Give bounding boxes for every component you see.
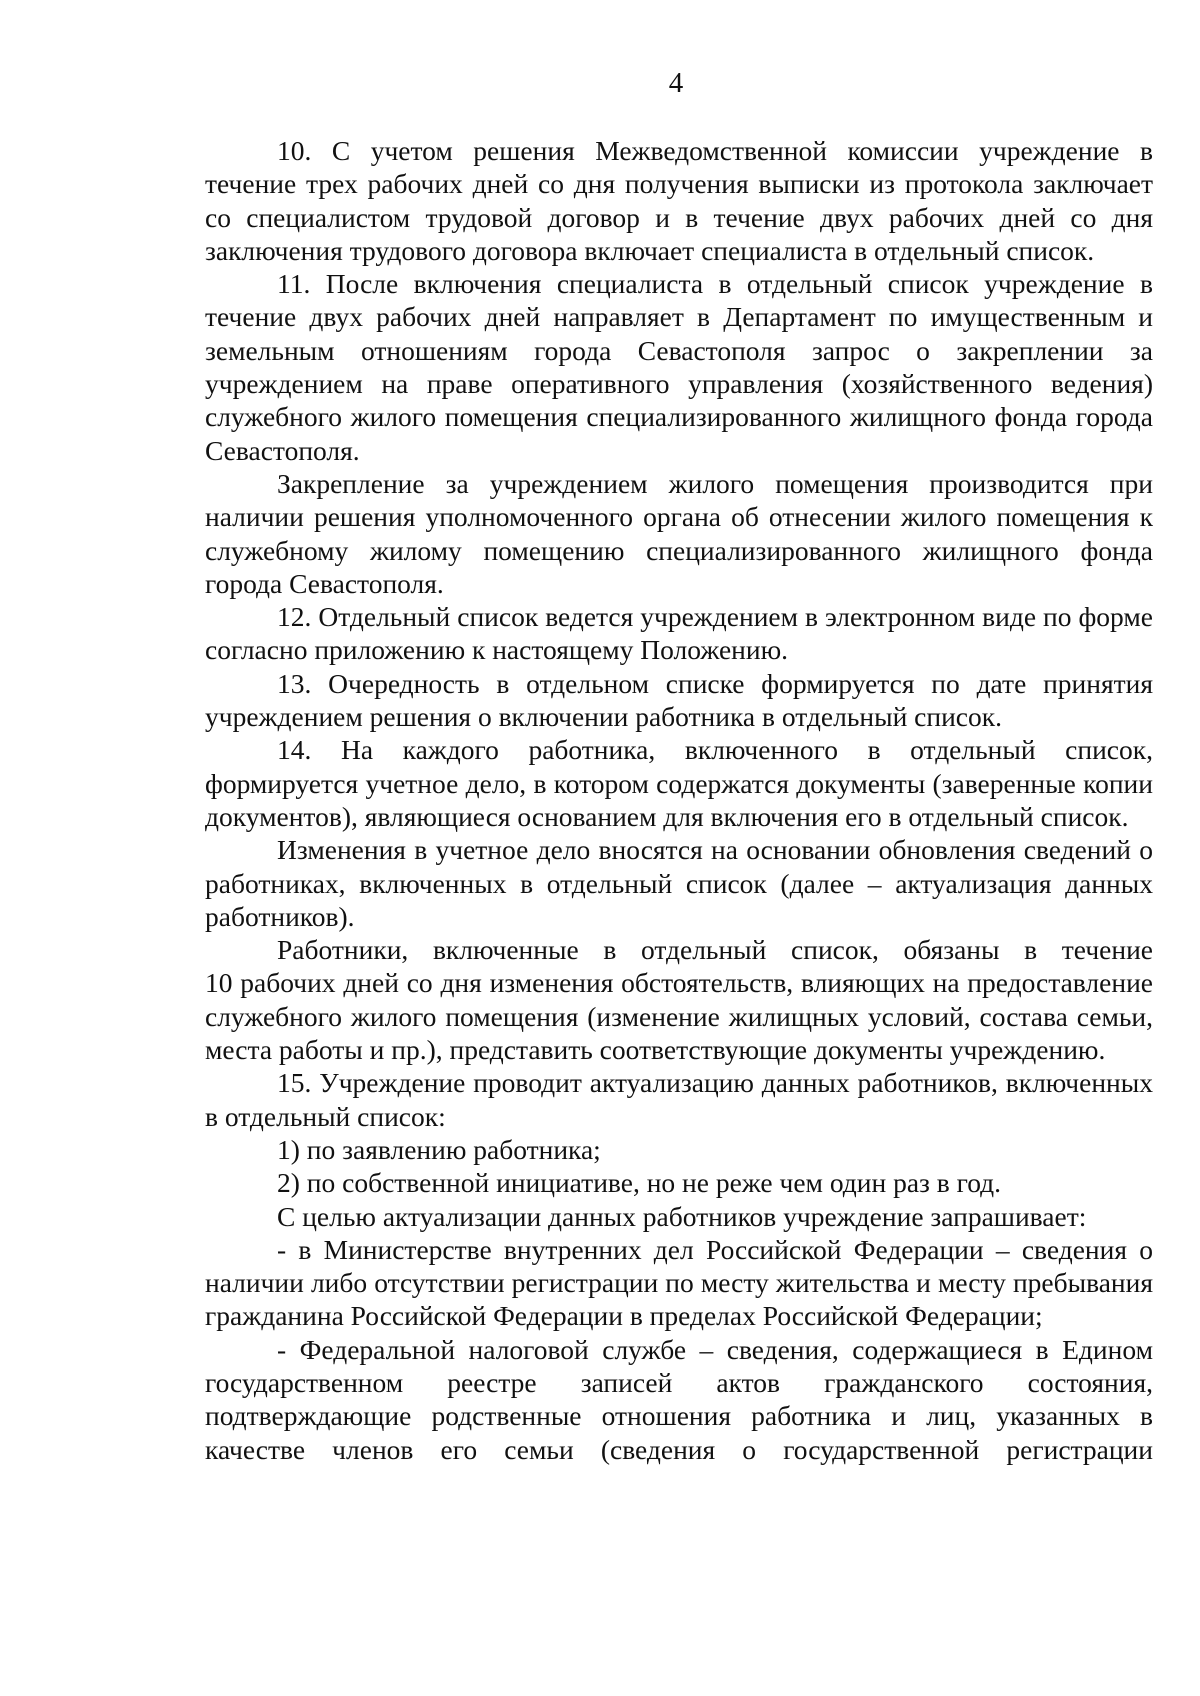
paragraph-11: 11. После включения специалиста в отдельный список учреждение в течение двух рабочих дней направляет в Департамент по имущественным и земельным отношениям города Севастополя запрос о закреплении за учреждением на праве оперативного управления (хозяйственного ведения) служебного жилого помещения специализированного жилищного фонда города Севастополя. — [205, 268, 1153, 466]
paragraph-14-obligation-continued: 10 рабочих дней со дня изменения обстоятельств, влияющих на предоставление служебного жилого помещения (изменение жилищных условий, состава семьи, места работы и пр.), представить соответствующие документы учреждению. — [205, 967, 1153, 1066]
paragraph-10: 10. С учетом решения Межведомственной комиссии учреждение в течение трех рабочих дней со дня получения выписки из протокола заключает со специалистом трудовой договор и в течение двух рабочих дней со дня заключения трудового договора включает специалиста в отдельный список. — [205, 135, 1153, 266]
list-item-1: 1) по заявлению работника; — [277, 1133, 601, 1165]
request-item-mvd: - в Министерстве внутренних дел Российской Федерации – сведения о наличии либо отсутствии регистрации по месту жительства и месту пребывания гражданина Российской Федерации в пределах Российской Федерации; — [205, 1233, 1153, 1332]
paragraph-14-obligation-first-line: Работники, включенные в отдельный список, обязаны в течение — [277, 934, 1153, 966]
paragraph-12: 12. Отдельный список ведется учреждением в электронном виде по форме согласно приложению к настоящему Положению. — [205, 601, 1153, 666]
paragraph-15: 15. Учреждение проводит актуализацию данных работников, включенных в отдельный список: — [205, 1067, 1153, 1132]
page-number: 4 — [668, 67, 684, 99]
document-body — [205, 134, 1153, 1466]
paragraph-15-requests: С целью актуализации данных работников учреждение запрашивает: — [277, 1200, 1087, 1232]
list-item-2: 2) по собственной инициативе, но не реже чем один раз в год. — [277, 1167, 1002, 1199]
paragraph-14-changes: Изменения в учетное дело вносятся на основании обновления сведений о работниках, включенных в отдельный список (далее – актуализация данных работников). — [205, 834, 1153, 932]
request-item-fns: - Федеральной налоговой службе – сведения, содержащиеся в Едином государственном реестре записей актов гражданского состояния, подтверждающие родственные отношения работника и лиц, указанных в качестве членов его семьи (сведения о государственной регистрации — [205, 1333, 1153, 1465]
paragraph-11-assignment: Закрепление за учреждением жилого помещения производится при наличии решения уполномоченного органа об отнесении жилого помещения к служебному жилому помещению специализированного жилищного фонда города Севастополя. — [205, 467, 1153, 599]
paragraph-14: 14. На каждого работника, включенного в отдельный список, формируется учетное дело, в котором содержатся документы (заверенные копии документов), являющиеся основанием для включения его в отдельный список. — [205, 734, 1153, 832]
paragraph-13: 13. Очередность в отдельном списке формируется по дате принятия учреждением решения о включении работника в отдельный список. — [205, 667, 1153, 733]
